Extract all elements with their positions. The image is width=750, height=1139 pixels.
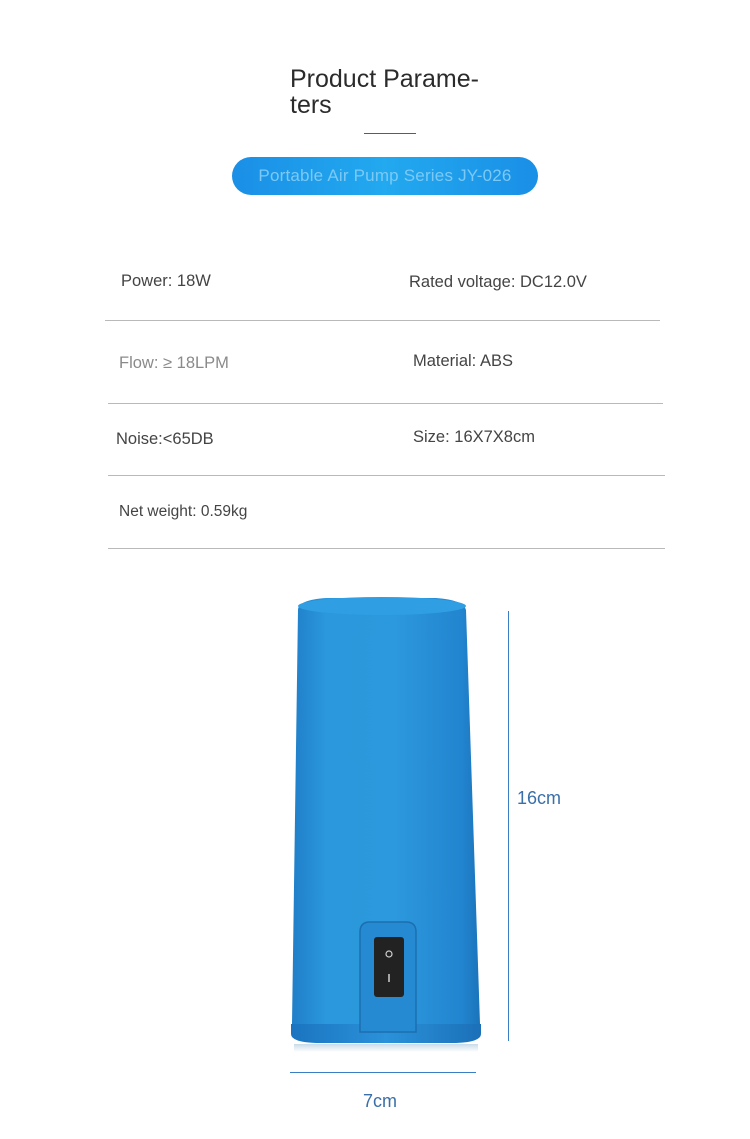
spec-material: Material: ABS (413, 352, 513, 370)
row-divider (108, 475, 665, 476)
spec-flow: Flow: ≥ 18LPM (119, 354, 229, 372)
height-label: 16cm (517, 788, 562, 808)
title-underline (364, 133, 416, 134)
height-dimension-line (508, 611, 509, 1041)
row-divider (105, 320, 660, 321)
row-divider (108, 403, 663, 404)
series-badge: Portable Air Pump Series JY-026 (232, 157, 538, 195)
width-label: 7cm (363, 1091, 398, 1111)
page-title: Product Parame- ters (290, 65, 479, 119)
spec-rated-voltage: Rated voltage: DC12.0V (409, 273, 587, 291)
row-divider (108, 548, 665, 549)
air-pump-image (286, 592, 486, 1052)
spec-size: Size: 16X7X8cm (413, 428, 535, 446)
spec-noise: Noise:<65DB (116, 430, 214, 448)
spec-net-weight: Net weight: 0.59kg (119, 503, 248, 520)
spec-power: Power: 18W (121, 272, 211, 290)
width-dimension-line (290, 1072, 476, 1073)
